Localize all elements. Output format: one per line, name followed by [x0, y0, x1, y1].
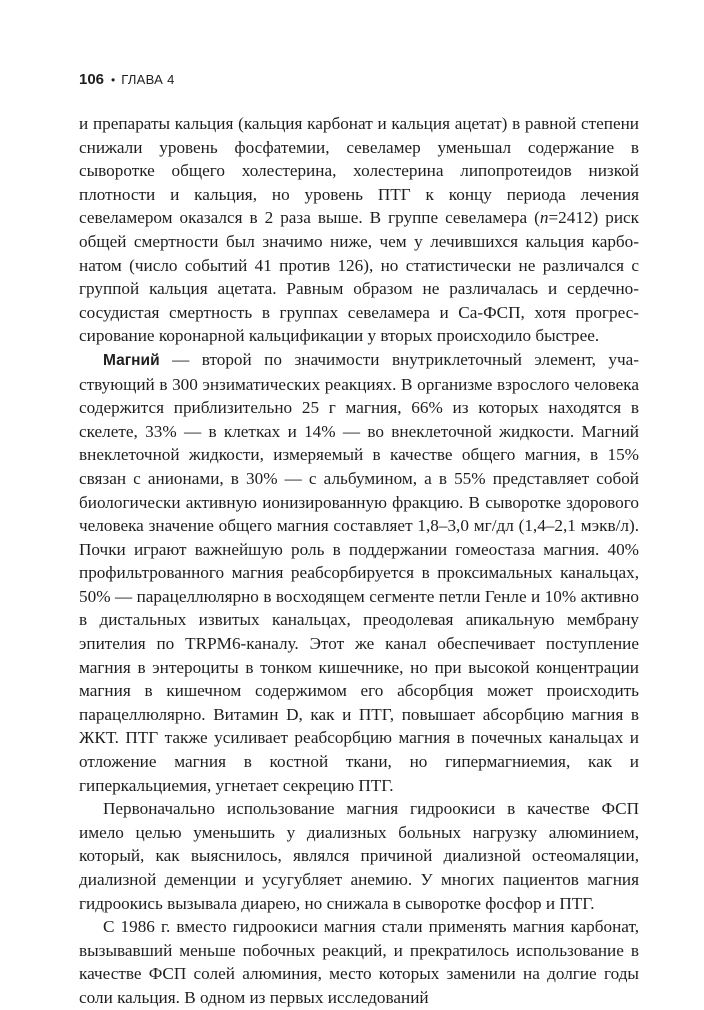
chapter-title: ГЛАВА 4	[121, 72, 175, 87]
paragraph-2	[79, 348, 639, 797]
paragraph-2-lead-term: Магний	[103, 351, 160, 369]
bullet-separator: •	[111, 73, 116, 87]
paragraph-1-text-after: =2412) риск общей смертности был значимо ниже, чем у лечившихся кальция карбонатом (число событий 41 против 126), но статистически не различался с группой кальция ацетата. Равным образом не различалась и сердечнососудистая смертность в группах севеламера и Са-ФСП, хотя прогрессирование коронарной кальцификации у вторых происходило быстрее.	[79, 208, 639, 346]
paragraph-2-text: — второй по значимости внутриклеточный элемент, участвующий в 300 энзиматических реакциях. В организме взрослого человека содержится приблизительно 25 г магния, 66% из которых находятся в скелете, 33% — в клетках и 14% — во внеклеточной жидкости. Магний внеклеточной жидкости, измеряемый в качестве общего магния, в 15% связан с анионами, в 30% — с альбумином, а в 55% представляет собой биологически активную ионизированную фракцию. В сыворотке здорового человека значение общего магния составляет 1,8–3,0 мг/дл (1,4–2,1 мэкв/л). Почки играют важнейшую роль в поддержании гомеостаза магния. 40% профильтрованного магния реабсорбируется в проксимальных канальцах, 50% — парацеллюлярно в восходящем сегменте петли Генле и 10% активно в дистальных извитых канальцах, преодолевая апикальную мембрану эпителия по TRPM6-каналу. Этот же канал обеспечивает поступление магния в энтероциты в тонком кишечнике, но при высокой концентрации магния в кишечном содержимом его абсорбция может происходить парацеллюлярно. Витамин D, как и ПТГ, повышает абсорбцию магния в ЖКТ. ПТГ также усиливает реабсорбцию магния в почечных канальцах и отложение магния в костной ткани, но гипермагниемия, как и гиперкальциемия, угнетает секрецию ПТГ.	[79, 349, 639, 795]
n-italic: n	[539, 208, 549, 228]
paragraph-3	[79, 797, 639, 915]
paragraph-3-text: Первоначально использование магния гидроокиси в качестве ФСП имело целью уменьшить у диализных больных нагрузку алюминием, который, как выяснилось, являлся причиной диализной остеомаляции, диализной деменции и усугубляет анемию. У многих пациентов магния гидроокись вызывала диарею, но снижала в сыворотке фосфор и ПТГ.	[79, 799, 639, 913]
paragraph-1-text: и препараты кальция (кальция карбонат и кальция ацетат) в равной степени снижали уровень фосфатемии, севеламер уменьшал содержание в сыворотке общего холестерина, холестерина липопротеидов низкой плотности и кальция, но уровень ПТГ к концу периода лечения севеламером оказался в 2 раза выше. В группе севеламера (	[79, 114, 639, 228]
paragraph-4	[79, 915, 639, 1009]
paragraph-4-text: С 1986 г. вместо гидроокиси магния стали применять магния карбонат, вызывавший меньше побочных реакций, и прекратилось использование в качестве ФСП солей алюминия, место которых заменили на долгие годы соли кальция. В одном из первых исследований	[79, 917, 639, 1007]
body-text	[79, 112, 639, 1010]
paragraph-1	[79, 112, 639, 348]
page-number: 106	[79, 71, 105, 88]
running-header	[79, 66, 639, 92]
